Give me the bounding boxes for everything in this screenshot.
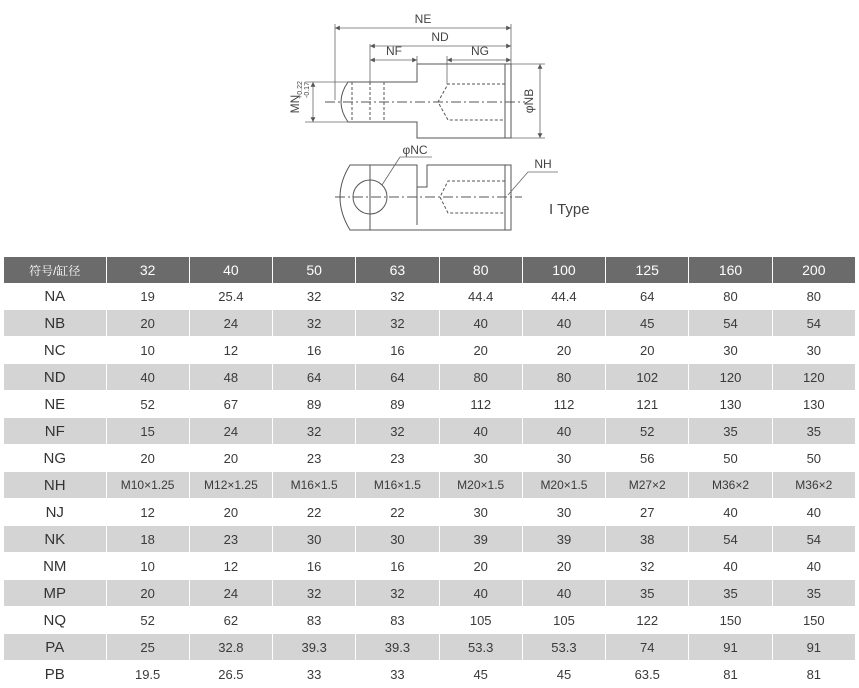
table-cell: 32.8 xyxy=(189,634,272,661)
table-cell: 23 xyxy=(189,526,272,553)
table-cell: 45 xyxy=(522,661,605,688)
table-cell: 52 xyxy=(106,391,189,418)
table-cell: 150 xyxy=(772,607,855,634)
i-type-clevis-drawing xyxy=(0,0,859,250)
table-cell: 80 xyxy=(439,364,522,391)
column-header-bore: 50 xyxy=(273,257,356,283)
table-row xyxy=(4,337,856,364)
table-cell: 80 xyxy=(772,283,855,310)
table-cell: 81 xyxy=(772,661,855,688)
table-cell: 32 xyxy=(356,283,439,310)
table-row xyxy=(4,418,856,445)
table-cell: 91 xyxy=(772,634,855,661)
type-label: I Type xyxy=(549,201,590,218)
table-cell: 40 xyxy=(439,310,522,337)
table-cell: 40 xyxy=(522,310,605,337)
table-cell: 30 xyxy=(439,499,522,526)
table-cell: 30 xyxy=(522,499,605,526)
table-cell: 91 xyxy=(689,634,772,661)
table-cell: 32 xyxy=(356,580,439,607)
table-cell: 102 xyxy=(606,364,689,391)
table-cell: 20 xyxy=(522,337,605,364)
table-cell: 32 xyxy=(273,418,356,445)
dim-label-ng: NG xyxy=(471,44,489,58)
table-cell: M12×1.25 xyxy=(189,472,272,499)
table-cell: 45 xyxy=(439,661,522,688)
table-cell: 33 xyxy=(356,661,439,688)
row-label: NH xyxy=(4,472,106,499)
table-cell: 24 xyxy=(189,310,272,337)
table-cell: 35 xyxy=(772,418,855,445)
row-label: PB xyxy=(4,661,106,688)
dim-label-nf: NF xyxy=(386,44,402,58)
row-label: NC xyxy=(4,337,106,364)
table-header-row xyxy=(4,257,856,283)
table-cell: 120 xyxy=(772,364,855,391)
table-cell: 20 xyxy=(189,445,272,472)
dim-label-nd: ND xyxy=(431,30,449,44)
table-row xyxy=(4,607,856,634)
table-row xyxy=(4,364,856,391)
column-header-bore: 63 xyxy=(356,257,439,283)
table-cell: 112 xyxy=(522,391,605,418)
table-cell: 89 xyxy=(273,391,356,418)
table-row xyxy=(4,580,856,607)
table-cell: 32 xyxy=(273,283,356,310)
table-cell: M10×1.25 xyxy=(106,472,189,499)
table-cell: 83 xyxy=(273,607,356,634)
table-cell: 22 xyxy=(273,499,356,526)
table-cell: 50 xyxy=(772,445,855,472)
table-cell: 52 xyxy=(606,418,689,445)
table-cell: 32 xyxy=(273,580,356,607)
table-cell: 32 xyxy=(606,553,689,580)
table-row xyxy=(4,499,856,526)
table-cell: 56 xyxy=(606,445,689,472)
table-cell: 27 xyxy=(606,499,689,526)
table-cell: 130 xyxy=(689,391,772,418)
table-cell: 15 xyxy=(106,418,189,445)
table-cell: 32 xyxy=(356,310,439,337)
table-cell: 64 xyxy=(273,364,356,391)
row-label: NJ xyxy=(4,499,106,526)
table-cell: M16×1.5 xyxy=(273,472,356,499)
table-cell: 25 xyxy=(106,634,189,661)
row-label: ND xyxy=(4,364,106,391)
dim-label-ne: NE xyxy=(414,12,432,26)
table-cell: 54 xyxy=(772,526,855,553)
table-cell: M36×2 xyxy=(689,472,772,499)
table-row xyxy=(4,445,856,472)
table-cell: 16 xyxy=(273,553,356,580)
table-cell: 63.5 xyxy=(606,661,689,688)
table-cell: M27×2 xyxy=(606,472,689,499)
table-cell: 44.4 xyxy=(439,283,522,310)
column-header-bore: 160 xyxy=(689,257,772,283)
table-cell: 20 xyxy=(189,499,272,526)
tolerance-upper: +0.22 xyxy=(297,81,304,99)
table-cell: 40 xyxy=(439,418,522,445)
row-label: MP xyxy=(4,580,106,607)
row-label: NM xyxy=(4,553,106,580)
table-cell: 35 xyxy=(606,580,689,607)
table-cell: M36×2 xyxy=(772,472,855,499)
table-cell: 30 xyxy=(772,337,855,364)
table-cell: 40 xyxy=(772,553,855,580)
row-label: NA xyxy=(4,283,106,310)
table-cell: 80 xyxy=(522,364,605,391)
table-cell: 18 xyxy=(106,526,189,553)
table-row xyxy=(4,472,856,499)
table-cell: 32 xyxy=(356,418,439,445)
table-cell: 10 xyxy=(106,553,189,580)
table-cell: 12 xyxy=(106,499,189,526)
column-header-bore: 200 xyxy=(772,257,855,283)
table-cell: 24 xyxy=(189,580,272,607)
table-cell: 64 xyxy=(606,283,689,310)
table-cell: 20 xyxy=(106,580,189,607)
row-label: NQ xyxy=(4,607,106,634)
table-cell: 23 xyxy=(356,445,439,472)
table-cell: 25.4 xyxy=(189,283,272,310)
column-header-bore: 100 xyxy=(522,257,605,283)
table-row xyxy=(4,283,856,310)
table-cell: 24 xyxy=(189,418,272,445)
table-cell: 48 xyxy=(189,364,272,391)
column-header-symbol: 符号/缸径 xyxy=(4,257,106,283)
table-cell: 16 xyxy=(356,337,439,364)
table-cell: 40 xyxy=(106,364,189,391)
table-row xyxy=(4,661,856,688)
table-cell: 74 xyxy=(606,634,689,661)
row-label: NB xyxy=(4,310,106,337)
table-cell: 150 xyxy=(689,607,772,634)
table-cell: 54 xyxy=(772,310,855,337)
table-cell: 40 xyxy=(439,580,522,607)
table-cell: 20 xyxy=(439,553,522,580)
table-cell: 44.4 xyxy=(522,283,605,310)
dim-label-nc: φNC xyxy=(402,143,428,157)
table-cell: 35 xyxy=(689,418,772,445)
table-cell: 64 xyxy=(356,364,439,391)
table-cell: 39.3 xyxy=(273,634,356,661)
table-cell: 112 xyxy=(439,391,522,418)
table-cell: 45 xyxy=(606,310,689,337)
table-cell: 30 xyxy=(273,526,356,553)
table-cell: 130 xyxy=(772,391,855,418)
row-label: NG xyxy=(4,445,106,472)
table-cell: 81 xyxy=(689,661,772,688)
table-cell: 35 xyxy=(689,580,772,607)
table-cell: M20×1.5 xyxy=(522,472,605,499)
side-view xyxy=(325,64,525,138)
table-cell: 122 xyxy=(606,607,689,634)
table-row xyxy=(4,310,856,337)
table-cell: 40 xyxy=(689,553,772,580)
table-cell: 12 xyxy=(189,553,272,580)
table-cell: 30 xyxy=(689,337,772,364)
table-cell: 35 xyxy=(772,580,855,607)
table-row xyxy=(4,634,856,661)
table-row xyxy=(4,526,856,553)
dimension-table xyxy=(4,257,856,688)
table-cell: 121 xyxy=(606,391,689,418)
table-cell: 40 xyxy=(522,418,605,445)
dim-label-nb: φNB xyxy=(522,88,536,114)
table-cell: 20 xyxy=(606,337,689,364)
table-cell: 19.5 xyxy=(106,661,189,688)
table-cell: 26.5 xyxy=(189,661,272,688)
table-cell: 39 xyxy=(439,526,522,553)
table-cell: 38 xyxy=(606,526,689,553)
row-label: NK xyxy=(4,526,106,553)
table-cell: 10 xyxy=(106,337,189,364)
column-header-bore: 40 xyxy=(189,257,272,283)
table-cell: 39.3 xyxy=(356,634,439,661)
table-row xyxy=(4,553,856,580)
row-label: PA xyxy=(4,634,106,661)
tolerance-lower: -0.17 xyxy=(304,82,311,98)
table-cell: 67 xyxy=(189,391,272,418)
table-cell: 30 xyxy=(522,445,605,472)
table-cell: 53.3 xyxy=(439,634,522,661)
table-cell: 105 xyxy=(522,607,605,634)
table-cell: 50 xyxy=(689,445,772,472)
table-cell: 40 xyxy=(522,580,605,607)
row-label: NF xyxy=(4,418,106,445)
table-cell: 30 xyxy=(439,445,522,472)
table-cell: 20 xyxy=(106,310,189,337)
dim-label-mn: MN xyxy=(288,94,302,114)
table-cell: 19 xyxy=(106,283,189,310)
table-cell: 80 xyxy=(689,283,772,310)
table-cell: 52 xyxy=(106,607,189,634)
table-cell: 33 xyxy=(273,661,356,688)
column-header-bore: 32 xyxy=(106,257,189,283)
table-cell: 23 xyxy=(273,445,356,472)
table-cell: 32 xyxy=(273,310,356,337)
table-cell: 16 xyxy=(273,337,356,364)
table-cell: 40 xyxy=(772,499,855,526)
table-cell: 30 xyxy=(356,526,439,553)
table-cell: 39 xyxy=(522,526,605,553)
table-cell: 20 xyxy=(439,337,522,364)
table-cell: 54 xyxy=(689,310,772,337)
table-cell: M20×1.5 xyxy=(439,472,522,499)
table-cell: 54 xyxy=(689,526,772,553)
column-header-bore: 80 xyxy=(439,257,522,283)
table-cell: M16×1.5 xyxy=(356,472,439,499)
table-cell: 89 xyxy=(356,391,439,418)
table-cell: 53.3 xyxy=(522,634,605,661)
table-cell: 62 xyxy=(189,607,272,634)
table-cell: 40 xyxy=(689,499,772,526)
table-cell: 22 xyxy=(356,499,439,526)
table-cell: 20 xyxy=(106,445,189,472)
table-cell: 105 xyxy=(439,607,522,634)
table-cell: 12 xyxy=(189,337,272,364)
column-header-bore: 125 xyxy=(606,257,689,283)
table-cell: 83 xyxy=(356,607,439,634)
table-cell: 16 xyxy=(356,553,439,580)
table-row xyxy=(4,391,856,418)
table-cell: 120 xyxy=(689,364,772,391)
dim-label-nh: NH xyxy=(534,157,552,171)
top-view xyxy=(335,157,558,230)
table-cell: 20 xyxy=(522,553,605,580)
row-label: NE xyxy=(4,391,106,418)
